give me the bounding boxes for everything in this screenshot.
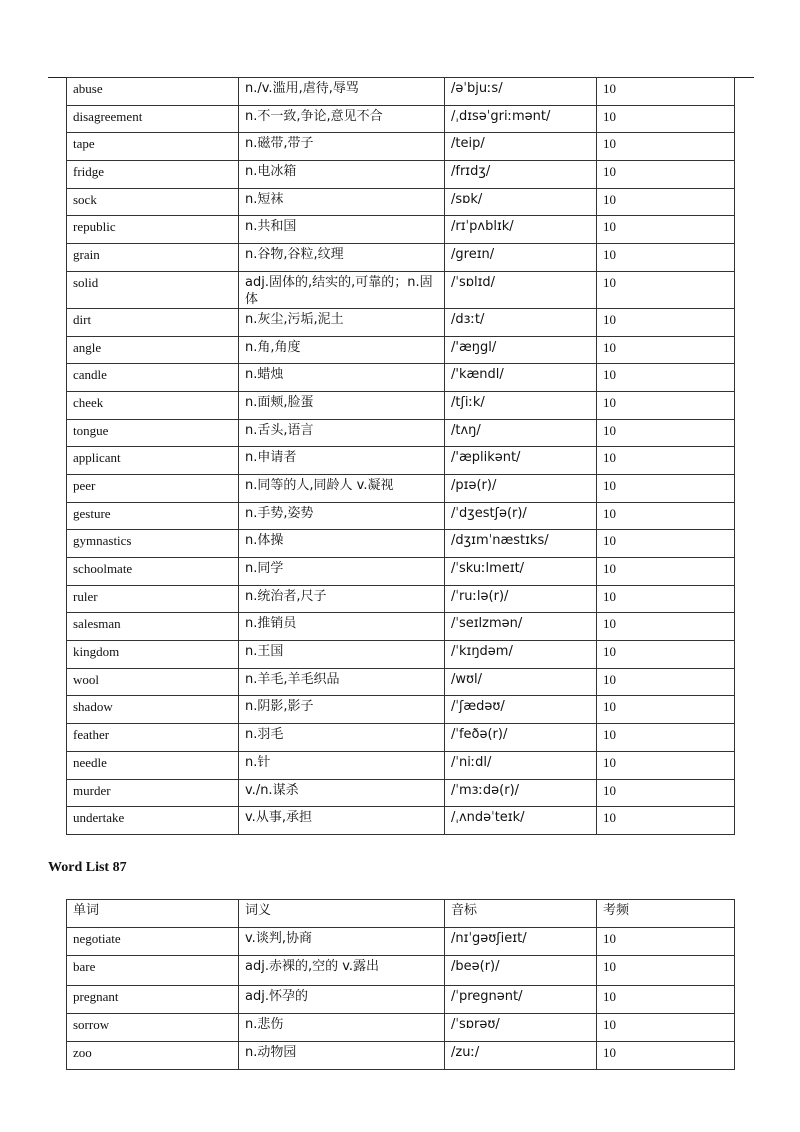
frequency-cell: 10	[597, 308, 735, 336]
word-cell: fridge	[67, 161, 239, 189]
table-row	[67, 105, 735, 133]
phonetic-cell: /ˈsɒrəʊ/	[445, 1013, 597, 1041]
word-cell: dirt	[67, 308, 239, 336]
phonetic-cell: /ˌʌndəˈteɪk/	[445, 807, 597, 835]
word-cell: salesman	[67, 613, 239, 641]
table-row	[67, 188, 735, 216]
table-row	[67, 216, 735, 244]
meaning-cell: n.针	[239, 751, 445, 779]
word-cell: abuse	[67, 78, 239, 106]
phonetic-cell: /greɪn/	[445, 244, 597, 272]
phonetic-cell: /tʃiːk/	[445, 391, 597, 419]
frequency-cell: 10	[597, 985, 735, 1013]
meaning-cell: n.电冰箱	[239, 161, 445, 189]
meaning-cell: v./n.谋杀	[239, 779, 445, 807]
table-row	[67, 585, 735, 613]
meaning-cell: n.共和国	[239, 216, 445, 244]
phonetic-cell: /ˈskuːlmeɪt/	[445, 558, 597, 586]
word-cell: feather	[67, 724, 239, 752]
table-header-row	[67, 900, 735, 928]
frequency-cell: 10	[597, 244, 735, 272]
meaning-cell: n.申请者	[239, 447, 445, 475]
frequency-cell: 10	[597, 668, 735, 696]
phonetic-cell: /'æŋgl/	[445, 336, 597, 364]
word-cell: pregnant	[67, 985, 239, 1013]
phonetic-cell: /'æplikənt/	[445, 447, 597, 475]
column-header: 单词	[67, 900, 239, 928]
table-row	[67, 308, 735, 336]
table-row	[67, 1013, 735, 1041]
phonetic-cell: /wʊl/	[445, 668, 597, 696]
frequency-cell: 10	[597, 724, 735, 752]
word-cell: sorrow	[67, 1013, 239, 1041]
word-cell: solid	[67, 271, 239, 308]
word-cell: tongue	[67, 419, 239, 447]
table-row	[67, 447, 735, 475]
meaning-cell: v.谈判,协商	[239, 928, 445, 956]
meaning-cell: n.磁带,带子	[239, 133, 445, 161]
phonetic-cell: /beə(r)/	[445, 956, 597, 986]
table-row	[67, 613, 735, 641]
meaning-cell: n.动物园	[239, 1041, 445, 1069]
word-cell: gymnastics	[67, 530, 239, 558]
meaning-cell: adj.赤裸的,空的 v.露出	[239, 956, 445, 986]
word-table-86	[66, 77, 735, 835]
phonetic-cell: /'kændl/	[445, 364, 597, 392]
phonetic-cell: /ˈpregnənt/	[445, 985, 597, 1013]
frequency-cell: 10	[597, 696, 735, 724]
meaning-cell: n.羊毛,羊毛织品	[239, 668, 445, 696]
table-row	[67, 364, 735, 392]
frequency-cell: 10	[597, 1041, 735, 1069]
meaning-cell: adj.怀孕的	[239, 985, 445, 1013]
phonetic-cell: /ˈkɪŋdəm/	[445, 641, 597, 669]
phonetic-cell: /ˈdʒestʃə(r)/	[445, 502, 597, 530]
table-row	[67, 956, 735, 986]
phonetic-cell: /rɪˈpʌblɪk/	[445, 216, 597, 244]
phonetic-cell: /dʒɪmˈnæstɪks/	[445, 530, 597, 558]
table-row	[67, 558, 735, 586]
meaning-cell: n.阴影,影子	[239, 696, 445, 724]
meaning-cell: n.体操	[239, 530, 445, 558]
frequency-cell: 10	[597, 751, 735, 779]
phonetic-cell: /ˈseɪlzmən/	[445, 613, 597, 641]
word-cell: undertake	[67, 807, 239, 835]
table-row	[67, 928, 735, 956]
meaning-cell: n./v.滥用,虐待,辱骂	[239, 78, 445, 106]
frequency-cell: 10	[597, 502, 735, 530]
table-row	[67, 530, 735, 558]
word-cell: sock	[67, 188, 239, 216]
meaning-cell: n.同等的人,同龄人 v.凝视	[239, 474, 445, 502]
word-table-87-body	[67, 900, 735, 1070]
meaning-cell: n.灰尘,污垢,泥土	[239, 308, 445, 336]
phonetic-cell: /ˈniːdl/	[445, 751, 597, 779]
column-header: 考频	[597, 900, 735, 928]
table-row	[67, 751, 735, 779]
frequency-cell: 10	[597, 271, 735, 308]
table-row	[67, 271, 735, 308]
meaning-cell: n.推销员	[239, 613, 445, 641]
frequency-cell: 10	[597, 641, 735, 669]
frequency-cell: 10	[597, 613, 735, 641]
word-cell: disagreement	[67, 105, 239, 133]
meaning-cell: n.角,角度	[239, 336, 445, 364]
phonetic-cell: /dɜːt/	[445, 308, 597, 336]
meaning-cell: n.不一致,争论,意见不合	[239, 105, 445, 133]
phonetic-cell: /frɪdʒ/	[445, 161, 597, 189]
word-cell: ruler	[67, 585, 239, 613]
phonetic-cell: /əˈbjuːs/	[445, 78, 597, 106]
meaning-cell: n.舌头,语言	[239, 419, 445, 447]
frequency-cell: 10	[597, 956, 735, 986]
frequency-cell: 10	[597, 474, 735, 502]
meaning-cell: n.面颊,脸蛋	[239, 391, 445, 419]
table-row	[67, 78, 735, 106]
meaning-cell: v.从事,承担	[239, 807, 445, 835]
frequency-cell: 10	[597, 78, 735, 106]
frequency-cell: 10	[597, 807, 735, 835]
table-row	[67, 244, 735, 272]
frequency-cell: 10	[597, 161, 735, 189]
frequency-cell: 10	[597, 364, 735, 392]
table-row	[67, 807, 735, 835]
phonetic-cell: /ˈfeðə(r)/	[445, 724, 597, 752]
column-header: 词义	[239, 900, 445, 928]
word-cell: tape	[67, 133, 239, 161]
table-row	[67, 391, 735, 419]
table-row	[67, 419, 735, 447]
meaning-cell: n.蜡烛	[239, 364, 445, 392]
meaning-cell: n.同学	[239, 558, 445, 586]
word-cell: kingdom	[67, 641, 239, 669]
word-cell: peer	[67, 474, 239, 502]
meaning-cell: adj.固体的,结实的,可靠的；n.固体	[239, 271, 445, 308]
table-row	[67, 336, 735, 364]
frequency-cell: 10	[597, 105, 735, 133]
meaning-cell: n.短袜	[239, 188, 445, 216]
word-cell: applicant	[67, 447, 239, 475]
phonetic-cell: /ˈruːlə(r)/	[445, 585, 597, 613]
table-row	[67, 1041, 735, 1069]
word-cell: negotiate	[67, 928, 239, 956]
phonetic-cell: /tʌŋ/	[445, 419, 597, 447]
word-cell: cheek	[67, 391, 239, 419]
frequency-cell: 10	[597, 447, 735, 475]
frequency-cell: 10	[597, 1013, 735, 1041]
meaning-cell: n.统治者,尺子	[239, 585, 445, 613]
meaning-cell: n.羽毛	[239, 724, 445, 752]
meaning-cell: n.悲伤	[239, 1013, 445, 1041]
word-cell: gesture	[67, 502, 239, 530]
table-row	[67, 668, 735, 696]
word-cell: wool	[67, 668, 239, 696]
word-cell: republic	[67, 216, 239, 244]
frequency-cell: 10	[597, 216, 735, 244]
phonetic-cell: /teip/	[445, 133, 597, 161]
phonetic-cell: /pɪə(r)/	[445, 474, 597, 502]
phonetic-cell: /ˈmɜːdə(r)/	[445, 779, 597, 807]
phonetic-cell: /nɪˈgəʊʃieɪt/	[445, 928, 597, 956]
frequency-cell: 10	[597, 336, 735, 364]
meaning-cell: n.谷物,谷粒,纹理	[239, 244, 445, 272]
word-cell: angle	[67, 336, 239, 364]
table-row	[67, 724, 735, 752]
phonetic-cell: /ˈʃædəʊ/	[445, 696, 597, 724]
phonetic-cell: /sɒk/	[445, 188, 597, 216]
table-row	[67, 696, 735, 724]
frequency-cell: 10	[597, 419, 735, 447]
frequency-cell: 10	[597, 133, 735, 161]
frequency-cell: 10	[597, 391, 735, 419]
word-cell: candle	[67, 364, 239, 392]
word-table-86-body	[67, 78, 735, 835]
phonetic-cell: /ˈsɒlɪd/	[445, 271, 597, 308]
frequency-cell: 10	[597, 188, 735, 216]
frequency-cell: 10	[597, 530, 735, 558]
column-header: 音标	[445, 900, 597, 928]
table-row	[67, 641, 735, 669]
word-list-heading: Word List 87	[48, 860, 127, 875]
table-row	[67, 474, 735, 502]
word-cell: bare	[67, 956, 239, 986]
frequency-cell: 10	[597, 558, 735, 586]
table-row	[67, 161, 735, 189]
word-cell: zoo	[67, 1041, 239, 1069]
word-cell: murder	[67, 779, 239, 807]
table-row	[67, 985, 735, 1013]
word-cell: schoolmate	[67, 558, 239, 586]
word-cell: grain	[67, 244, 239, 272]
word-table-87	[66, 899, 735, 1070]
phonetic-cell: /zuː/	[445, 1041, 597, 1069]
table-row	[67, 502, 735, 530]
word-cell: shadow	[67, 696, 239, 724]
meaning-cell: n.手势,姿势	[239, 502, 445, 530]
table-row	[67, 779, 735, 807]
phonetic-cell: /ˌdɪsəˈgriːmənt/	[445, 105, 597, 133]
frequency-cell: 10	[597, 779, 735, 807]
frequency-cell: 10	[597, 928, 735, 956]
frequency-cell: 10	[597, 585, 735, 613]
word-cell: needle	[67, 751, 239, 779]
table-row	[67, 133, 735, 161]
meaning-cell: n.王国	[239, 641, 445, 669]
